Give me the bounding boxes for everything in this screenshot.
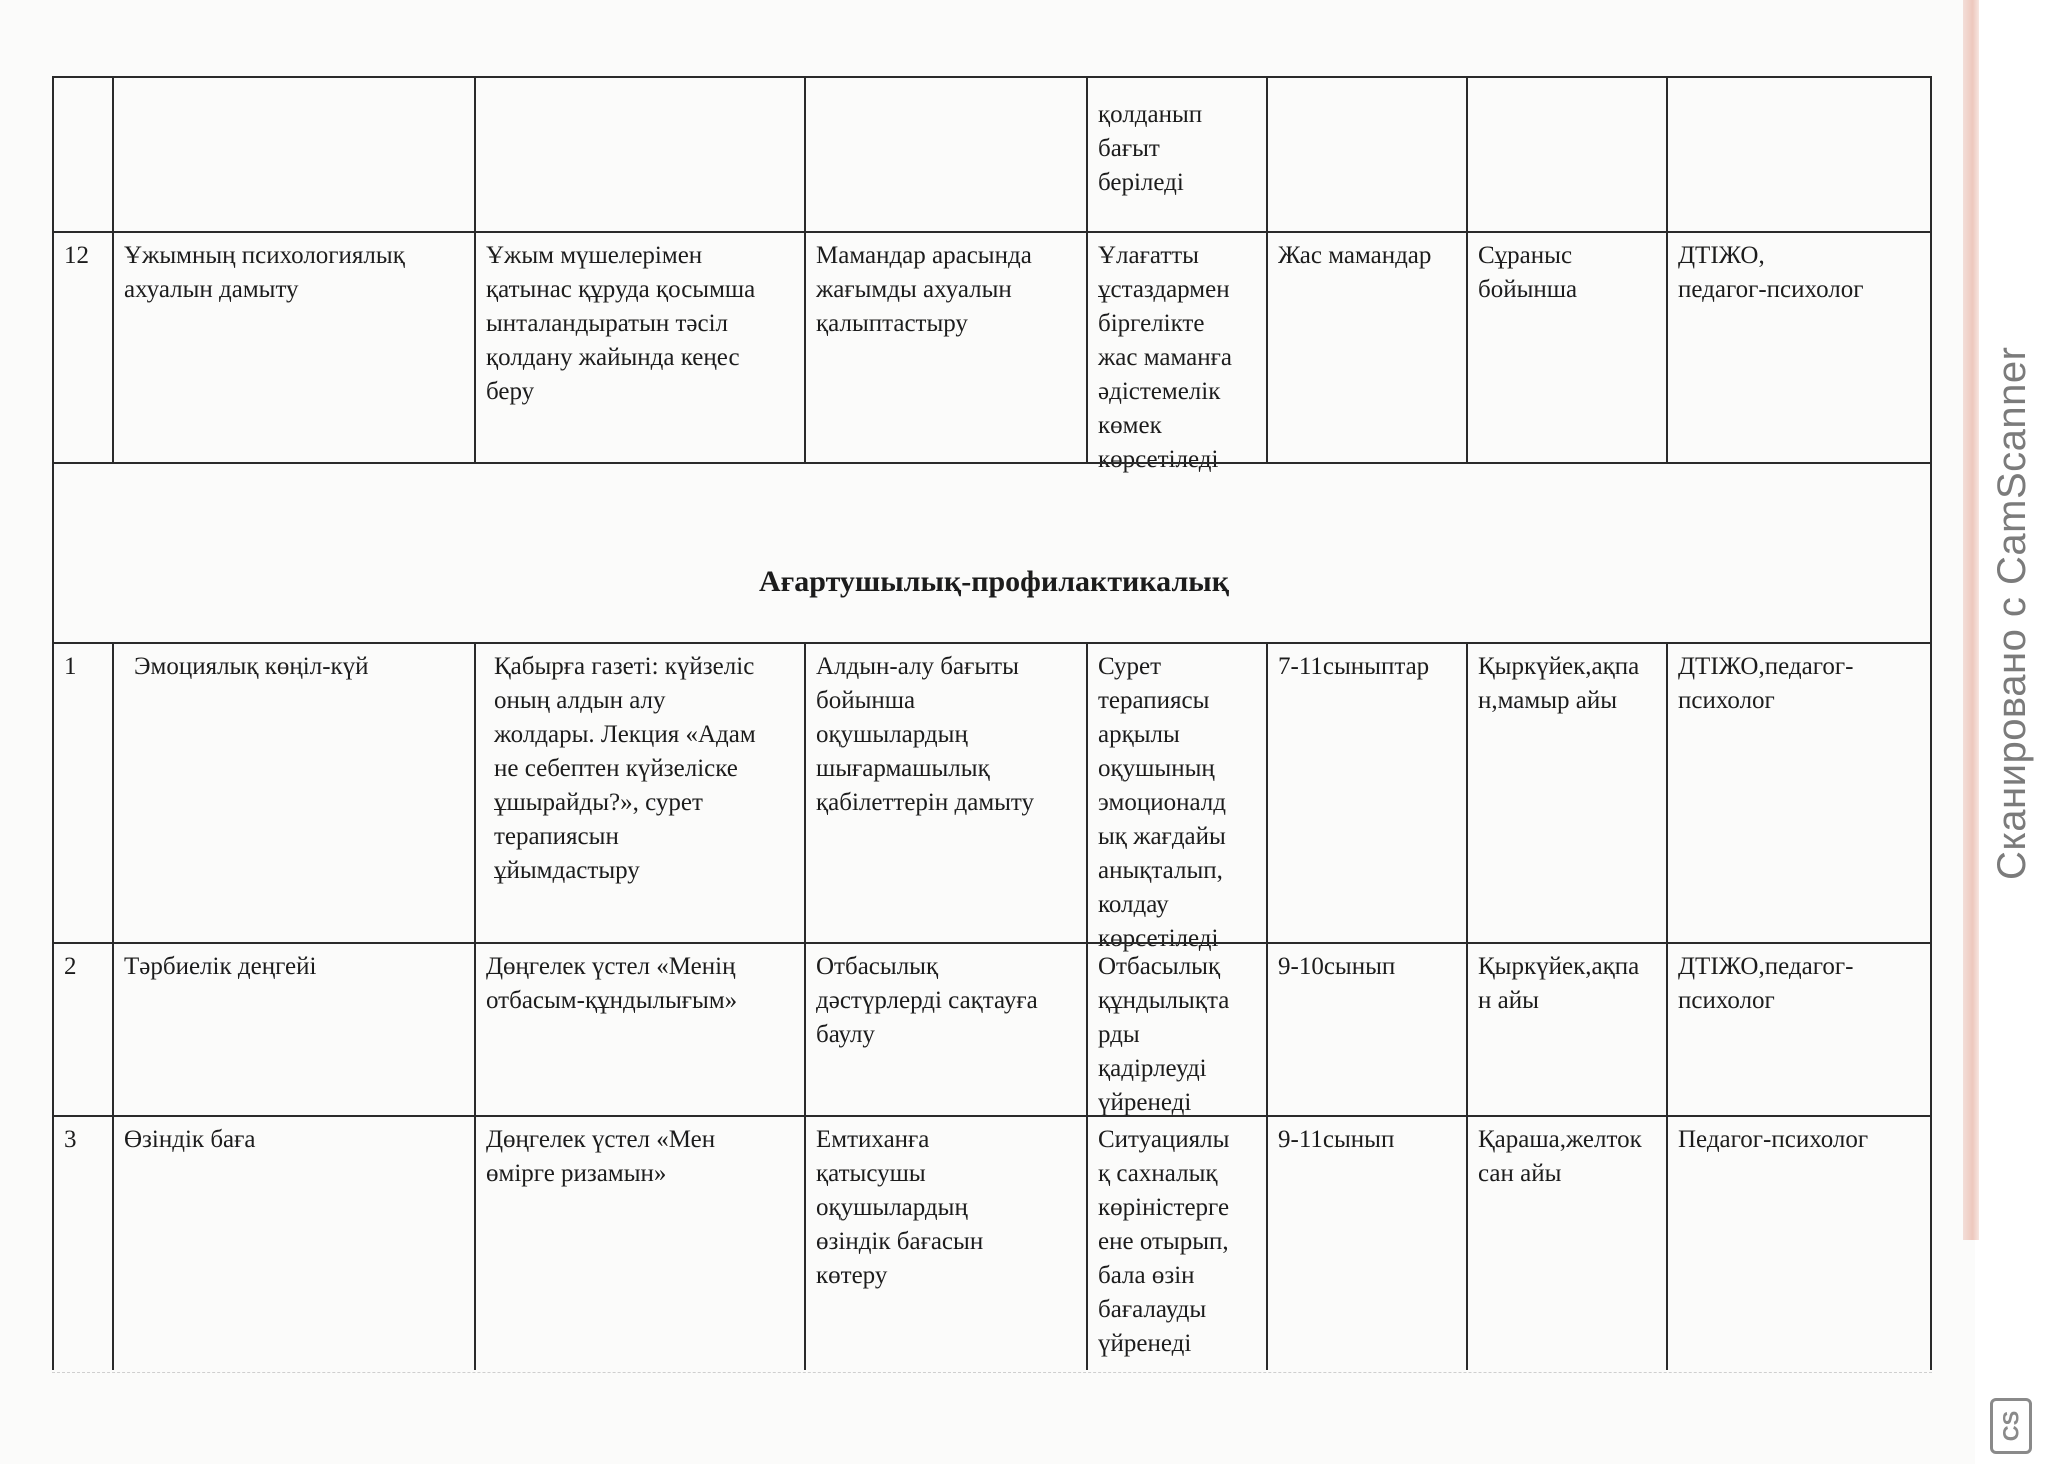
cell-result: Ұлағатты ұстаздармен біргелікте жас маманға әдістемелік көмек көрсетіледі [1086,231,1266,462]
cell-form: Ұжым мүшелерімен қатынас құруда қосымша ынталандыратын тәсіл қолдану жайында кеңес беру [474,231,804,462]
cell-direction [112,76,474,231]
cell-result: Ситуациялы қ сахналық көріністерге ене отырып, бала өзін бағалауды үйренеді [1086,1115,1266,1370]
cell-participants: 9-10сынып [1266,942,1466,1115]
cell-result: Сурет терапиясы арқылы оқушының эмоционалд ық жағдайы анықталып, колдау көрсетіледі [1086,642,1266,942]
section-title: Ағартушылық-профилактикалық [759,565,1229,598]
table-row-continuation [52,76,1932,231]
cell-direction: Тәрбиелік деңгейі [112,942,474,1115]
table-row-1 [52,642,1932,952]
page-edge-strip [1963,0,1979,1240]
cell-direction: Ұжымның психологиялық ахуалын дамыту [112,231,474,462]
section-header-row [52,462,1932,642]
cell-date: Қыркүйек,ақпа н айы [1466,942,1666,1115]
cell-result: қолданып бағыт беріледі [1086,76,1266,231]
cell-goal: Алдын-алу бағыты бойынша оқушылардың шығармашылық қабілеттерін дамыту [804,642,1086,942]
cell-goal: Емтиханға қатысушы оқушылардың өзіндік бағасын көтеру [804,1115,1086,1370]
cell-direction: Эмоциялық көңіл-күй [112,642,474,942]
cell-participants [1266,76,1466,231]
cell-responsible: ДТІЖО, педагог-психолог [1666,231,1932,462]
camscanner-watermark: Сканировано с CamScanner [1990,346,2034,880]
camscanner-logo-icon [1990,1398,2032,1454]
cell-responsible: ДТІЖО,педагог- психолог [1666,942,1932,1115]
cell-participants: 7-11сыныптар [1266,642,1466,942]
cell-direction: Өзіндік баға [112,1115,474,1370]
cell-number [52,76,112,231]
table-row-3 [52,1115,1932,1370]
plan-table [52,0,1932,1464]
cell-form: Қабырға газеті: күйзеліс оның алдын алу жолдары. Лекция «Адам не себептен күйзеліске ұшырайды?», сурет терапиясын ұйымдастыру [474,642,804,942]
cell-date: Қараша,желток сан айы [1466,1115,1666,1370]
cell-form [474,76,804,231]
cell-number: 1 [52,642,112,942]
scan-artifact-line [52,1372,1932,1373]
cell-result: Отбасылық құндылықта рды қадірлеуді үйренеді [1086,942,1266,1115]
cell-date: Сұраныс бойынша [1466,231,1666,462]
table-row-2 [52,942,1932,1115]
cell-responsible [1666,76,1932,231]
cell-responsible: ДТІЖО,педагог- психолог [1666,642,1932,942]
cell-goal [804,76,1086,231]
cell-participants: Жас мамандар [1266,231,1466,462]
cell-number: 3 [52,1115,112,1370]
cell-number: 2 [52,942,112,1115]
cell-goal: Мамандар арасында жағымды ахуалын қалыптастыру [804,231,1086,462]
cell-date [1466,76,1666,231]
cell-participants: 9-11сынып [1266,1115,1466,1370]
table-row-12 [52,231,1932,473]
cell-number: 12 [52,231,112,462]
cell-responsible: Педагог-психолог [1666,1115,1932,1370]
camscanner-logo-text: CS [1998,1410,2023,1442]
cell-date: Қыркүйек,ақпа н,мамыр айы [1466,642,1666,942]
cell-goal: Отбасылық дәстүрлерді сақтауға баулу [804,942,1086,1115]
cell-form: Дөңгелек үстел «Мен өмірге ризамын» [474,1115,804,1370]
cell-form: Дөңгелек үстел «Менің отбасым-құндылығым» [474,942,804,1115]
